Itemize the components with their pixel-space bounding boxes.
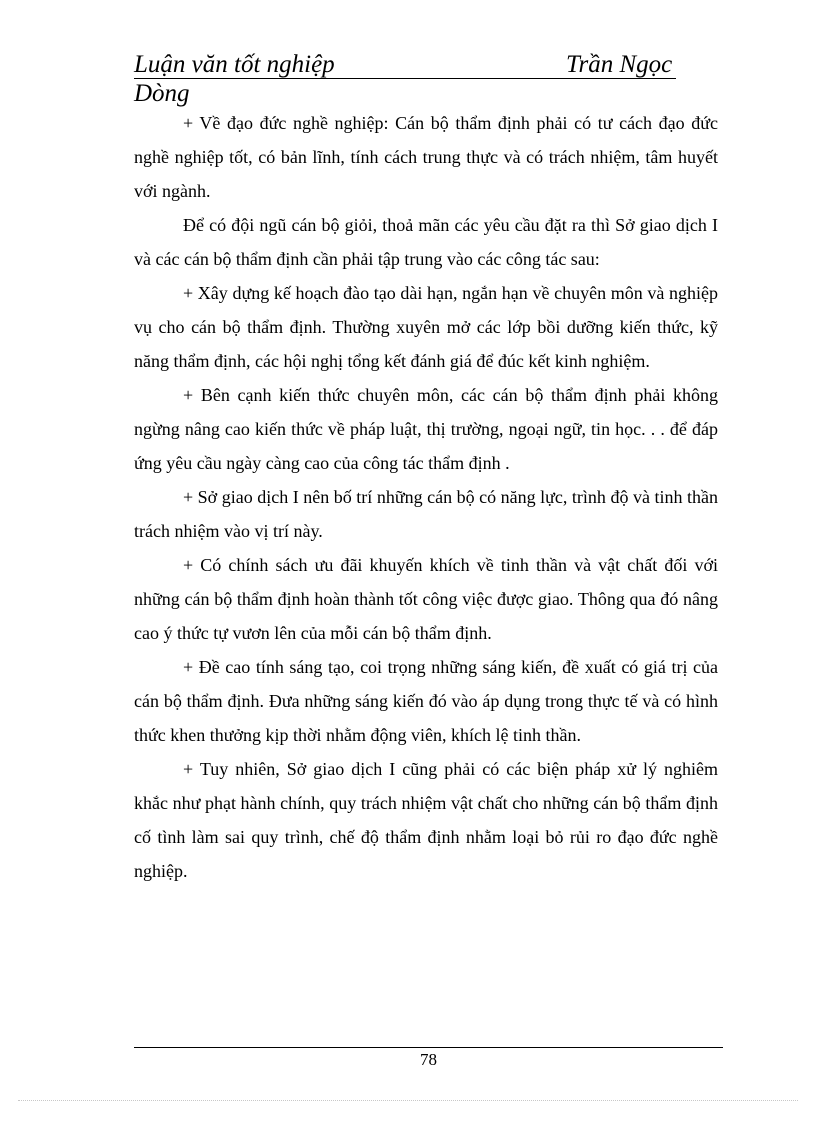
- header-author-name: Trần Ngọc: [566, 51, 673, 78]
- paragraph-incentive-policy: + Có chính sách ưu đãi khuyến khích về tinh thần và vật chất đối với những cán bộ thẩm định hoàn thành tốt công việc được giao. Thông qua đó nâng cao ý thức tự vươn lên của mỗi cán bộ thẩm định.: [134, 555, 718, 643]
- paragraph-intro-tasks: Để có đội ngũ cán bộ giỏi, thoả mãn các yêu cầu đặt ra thì Sở giao dịch I và các cán bộ thẩm định cần phải tập trung vào các công tác sau:: [134, 215, 718, 269]
- header-author-name-continued: Dòng: [134, 80, 190, 107]
- header-rule: [134, 78, 676, 79]
- header-thesis-title: Luận văn tốt nghiệp: [134, 51, 335, 78]
- paragraph-discipline: + Tuy nhiên, Sở giao dịch I cũng phải có các biện pháp xử lý nghiêm khắc như phạt hành chính, quy trách nhiệm vật chất cho những cán bộ thẩm định cố tình làm sai quy trình, chế độ thẩm định nhằm loại bỏ rủi ro đạo đức nghề nghiệp.: [134, 759, 718, 881]
- page-number: 78: [420, 1050, 437, 1069]
- paragraph-knowledge-improvement: + Bên cạnh kiến thức chuyên môn, các cán bộ thẩm định phải không ngừng nâng cao kiến thức về pháp luật, thị trường, ngoại ngữ, tin học. . . để đáp ứng yêu cầu ngày càng cao của công tác thẩm định .: [134, 385, 718, 473]
- paragraph-training-plan: + Xây dựng kế hoạch đào tạo dài hạn, ngắn hạn về chuyên môn và nghiệp vụ cho cán bộ thẩm định. Thường xuyên mở các lớp bồi dưỡng kiến thức, kỹ năng thẩm định, các hội nghị tổng kết đánh giá để đúc kết kinh nghiệm.: [134, 283, 718, 371]
- paragraph-staff-placement: + Sở giao dịch I nên bố trí những cán bộ có năng lực, trình độ và tinh thần trách nhiệm vào vị trí này.: [134, 487, 718, 541]
- page-bottom-border: [18, 1100, 798, 1101]
- paragraph-creativity: + Đề cao tính sáng tạo, coi trọng những sáng kiến, đề xuất có giá trị của cán bộ thẩm định. Đưa những sáng kiến đó vào áp dụng trong thực tế và có hình thức khen thưởng kịp thời nhằm động viên, khích lệ tinh thần.: [134, 657, 718, 745]
- footer-rule: [134, 1047, 723, 1048]
- page-body: [134, 106, 718, 888]
- paragraph-professional-ethics: + Về đạo đức nghề nghiệp: Cán bộ thẩm định phải có tư cách đạo đức nghề nghiệp tốt, có bản lĩnh, tính cách trung thực và có trách nhiệm, tâm huyết với ngành.: [134, 113, 718, 201]
- page-header: [134, 50, 676, 108]
